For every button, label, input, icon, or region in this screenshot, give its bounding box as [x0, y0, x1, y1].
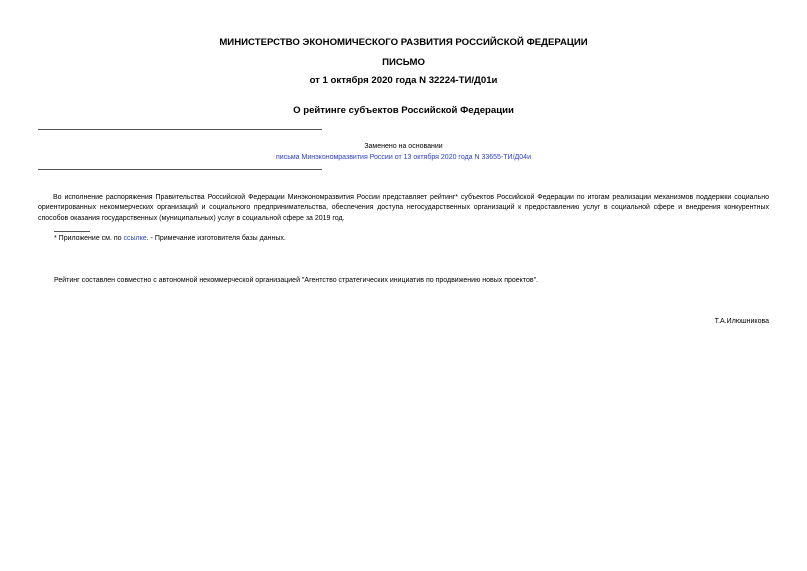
- appendix-link[interactable]: ссылке: [123, 235, 147, 242]
- replaced-notice-link-line: [0, 154, 807, 161]
- footnote-prefix: * Приложение см. по: [54, 235, 124, 242]
- ministry-heading: МИНИСТЕРСТВО ЭКОНОМИЧЕСКОГО РАЗВИТИЯ РОССИЙСКОЙ ФЕДЕРАЦИИ: [219, 37, 588, 48]
- signature-name: Т.А.Илюшникова: [714, 318, 769, 325]
- divider-bottom: [38, 169, 322, 170]
- document-type-heading: ПИСЬМО: [382, 57, 425, 68]
- document-subject: О рейтинге субъектов Российской Федерации: [293, 105, 514, 116]
- replaced-notice-label: Заменено на основании: [364, 143, 443, 150]
- body-paragraph-2: Рейтинг составлен совместно с автономной некоммерческой организацией "Агентство стратегических инициатив по продвижению новых проектов".: [54, 277, 538, 284]
- document-date-number: от 1 октября 2020 года N 32224-ТИ/Д01и: [309, 75, 498, 86]
- footnote-divider: [54, 231, 90, 232]
- replacing-document-link[interactable]: письма Минэкономразвития России от 13 октября 2020 года N 33655-ТИ/Д04и: [276, 154, 531, 161]
- divider-top: [38, 129, 322, 130]
- footnote-suffix: . - Примечание изготовителя базы данных.: [146, 235, 286, 242]
- body-paragraph-1: Во исполнение распоряжения Правительства Российской Федерации Минэкономразвития России представляет рейтинг* субъектов Российской Федерации по итогам реализации механизмов поддержки социально ориентированных некоммерческих организаций и социального предпринимательства, обеспечения доступа негосударственных организаций к предоставлению услуг в социальной сфере и внедрения конкурентных способов оказания государственных (муниципальных) услуг в социальной сфере за 2019 год.: [38, 194, 769, 222]
- footnote: [54, 235, 286, 242]
